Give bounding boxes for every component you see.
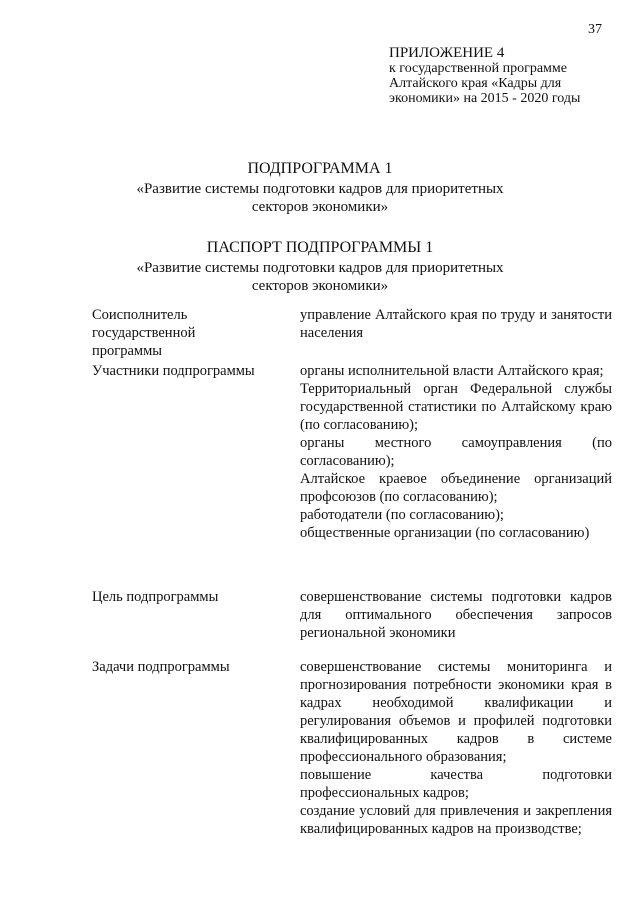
row-value (300, 306, 612, 362)
value-item: органы исполнительной власти Алтайского края; (300, 363, 604, 379)
passport-table (92, 306, 612, 838)
row-label: Задачи подпрограммы (92, 659, 230, 675)
appendix-title: ПРИЛОЖЕНИЕ 4 (389, 45, 505, 61)
value-item: Алтайское краевое объединение организаций профсоюзов (по согласованию); (300, 471, 612, 505)
value-item: управление Алтайского края по труду и занятости населения (300, 307, 612, 341)
page-number: 37 (588, 22, 602, 37)
passport-title: ПАСПОРТ ПОДПРОГРАММЫ 1 (206, 239, 434, 256)
value-item: Территориальный орган Федеральной службы государственной статистики по Алтайскому краю (по согласованию); (300, 381, 612, 433)
row-value (300, 658, 612, 838)
row-co-executor (92, 306, 612, 362)
row-tasks (92, 658, 612, 838)
passport-heading (0, 239, 640, 295)
row-label: Соисполнитель государственной программы (92, 307, 196, 359)
value-item: совершенствование системы подготовки кадров для оптимального обеспечения запросов региональной экономики (300, 589, 612, 641)
value-item: повышение качества подготовки профессиональных кадров; (300, 767, 612, 801)
row-participants (92, 362, 612, 588)
value-item: органы местного самоуправления (по согласованию); (300, 435, 612, 469)
value-item: работодатели (по согласованию); (300, 507, 504, 523)
subprogram-heading (0, 160, 640, 216)
appendix-line: экономики» на 2015 - 2020 годы (389, 91, 581, 106)
subprogram-line: секторов экономики» (251, 199, 389, 215)
value-item: общественные организации (по согласованию) (300, 525, 590, 541)
row-value (300, 588, 612, 658)
appendix-line: Алтайского края «Кадры для (389, 76, 562, 91)
passport-line: «Развитие системы подготовки кадров для приоритетных (136, 260, 504, 276)
subprogram-line: «Развитие системы подготовки кадров для приоритетных (136, 181, 504, 197)
value-item: совершенствование системы мониторинга и прогнозирования потребности экономики края в кадрах необходимой квалификации и регулирования объемов и профилей подготовки квалифицированных кадров в системе профессионального образования; (300, 659, 612, 765)
row-goal (92, 588, 612, 658)
row-value (300, 362, 612, 588)
passport-line: секторов экономики» (251, 278, 389, 294)
row-label: Цель подпрограммы (92, 589, 219, 605)
row-label: Участники подпрограммы (92, 363, 255, 379)
appendix-line: к государственной программе (389, 61, 567, 76)
appendix-header (389, 46, 580, 106)
subprogram-title: ПОДПРОГРАММА 1 (247, 160, 393, 177)
value-item: создание условий для привлечения и закрепления квалифицированных кадров на производстве; (300, 803, 612, 837)
